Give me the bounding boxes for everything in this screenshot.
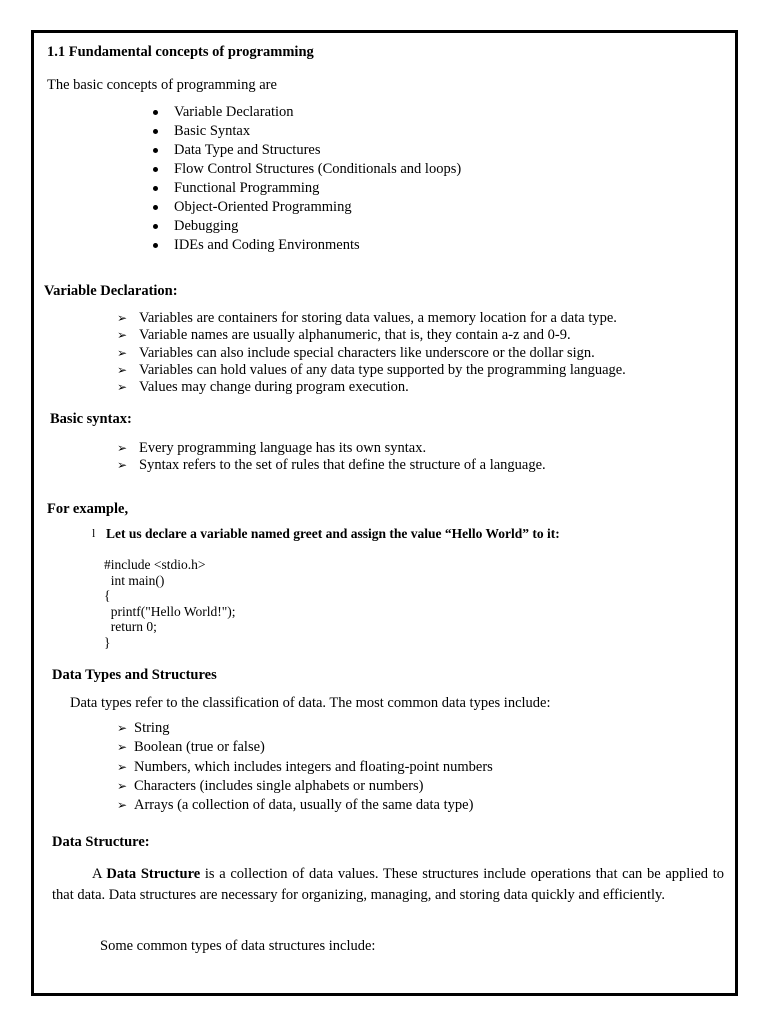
list-item: ➢ Arrays (a collection of data, usually of the same data type) <box>117 796 493 815</box>
list-item: ➢ Characters (includes single alphabets or numbers) <box>117 777 493 796</box>
list-item: ➢ Variables can also include special characters like underscore or the dollar sign. <box>117 345 626 362</box>
code-line: #include <stdio.h> <box>104 557 206 572</box>
variable-declaration-list <box>117 310 626 396</box>
data-types-heading: Data Types and Structures <box>52 667 217 683</box>
list-item: ➢ Variable names are usually alphanumeric, that is, they contain a-z and 0-9. <box>117 327 626 344</box>
code-line: printf("Hello World!"); <box>104 603 236 619</box>
para-rest: is a collection of data values. These structures include operations that can be applied to that data. Data structures are necessary for organizing, managing, and storing data quickly and efficiently. <box>52 866 724 903</box>
code-line: } <box>104 634 111 650</box>
list-item: Variable Declaration <box>150 103 461 122</box>
list-item: ➢ Syntax refers to the set of rules that define the structure of a language. <box>117 457 546 474</box>
para-lead: A <box>92 866 107 882</box>
data-structure-paragraph <box>52 864 724 906</box>
section-title: 1.1 Fundamental concepts of programming <box>47 44 314 60</box>
list-item: IDEs and Coding Environments <box>150 236 461 255</box>
list-item: ➢ Variables can hold values of any data type supported by the programming language. <box>117 362 626 379</box>
example-heading: For example, <box>47 501 129 517</box>
list-item: Flow Control Structures (Conditionals and loops) <box>150 160 461 179</box>
code-block <box>104 557 236 650</box>
concepts-list <box>150 103 461 255</box>
data-types-intro: Data types refer to the classification of data. The most common data types include: <box>70 695 551 711</box>
example-marker: l <box>92 526 96 540</box>
list-item: ➢ Variables are containers for storing data values, a memory location for a data type. <box>117 310 626 327</box>
list-item: ➢ Numbers, which includes integers and floating-point numbers <box>117 758 493 777</box>
code-line: { <box>104 588 111 603</box>
basic-syntax-list <box>117 440 546 475</box>
intro-text: The basic concepts of programming are <box>47 77 277 93</box>
example-instruction: Let us declare a variable named greet and assign the value “Hello World” to it: <box>106 526 560 541</box>
basic-syntax-heading: Basic syntax: <box>50 411 132 427</box>
list-item: Functional Programming <box>150 179 461 198</box>
list-item: ➢ Values may change during program execution. <box>117 379 626 396</box>
data-types-list <box>117 719 493 815</box>
data-structure-heading: Data Structure: <box>52 834 150 850</box>
list-item: ➢ Boolean (true or false) <box>117 738 493 757</box>
code-line: return 0; <box>104 619 157 634</box>
list-item: Debugging <box>150 217 461 236</box>
para-bold-term: Data Structure <box>106 866 201 882</box>
variable-declaration-heading: Variable Declaration: <box>44 283 178 299</box>
list-item: Data Type and Structures <box>150 141 461 160</box>
list-item: Object-Oriented Programming <box>150 198 461 217</box>
data-structure-types-intro: Some common types of data structures include: <box>100 938 376 954</box>
list-item: Basic Syntax <box>150 122 461 141</box>
list-item: ➢ String <box>117 719 493 738</box>
code-line: int main() <box>104 572 165 588</box>
list-item: ➢ Every programming language has its own syntax. <box>117 440 546 457</box>
